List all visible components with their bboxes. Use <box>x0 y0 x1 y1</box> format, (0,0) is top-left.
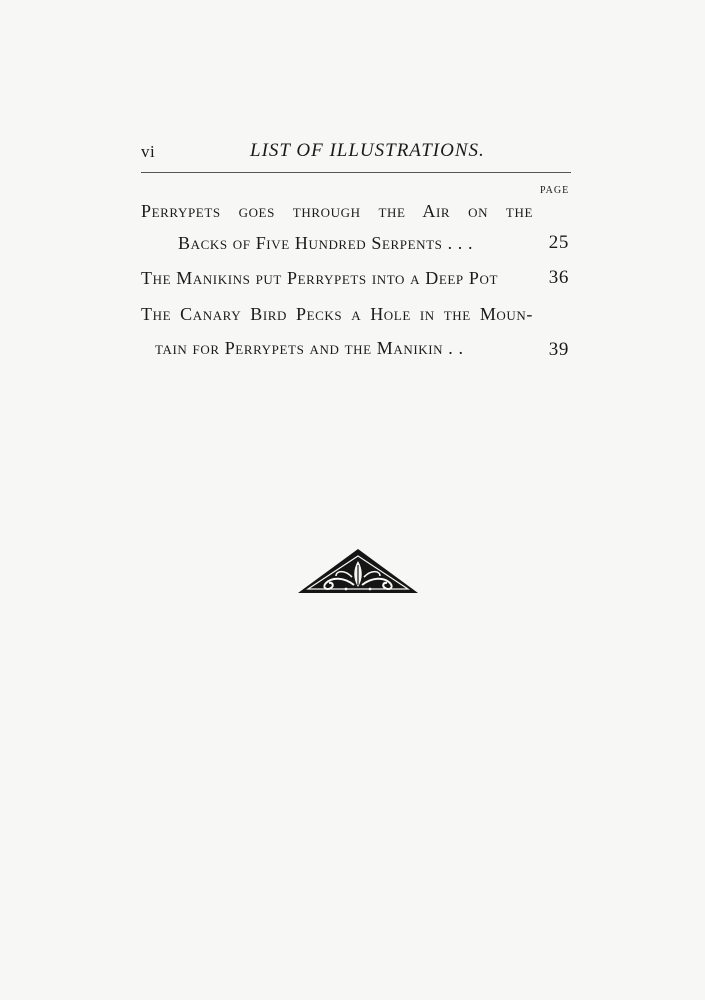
entry-line: tain for Perrypets and the Manikin . . <box>155 338 464 358</box>
triangular-floral-ornament-icon <box>296 547 420 595</box>
header-rule <box>141 172 571 173</box>
entry-page-number: 36 <box>548 267 569 288</box>
entry-line: Perrypets goes through the Air on the <box>141 201 533 221</box>
entry-line: The Manikins put Perrypets into a Deep Pot <box>141 268 498 288</box>
page-column-heading: PAGE <box>540 185 570 196</box>
page-folio: vi <box>141 142 156 161</box>
entry-page-number: 25 <box>548 232 569 253</box>
entry-line: The Canary Bird Pecks a Hole in the Moun- <box>141 304 533 324</box>
entry-page-number: 39 <box>548 339 569 360</box>
entry-line: Backs of Five Hundred Serpents . . . <box>178 233 474 253</box>
running-title: LIST OF ILLUSTRATIONS. <box>250 140 485 161</box>
